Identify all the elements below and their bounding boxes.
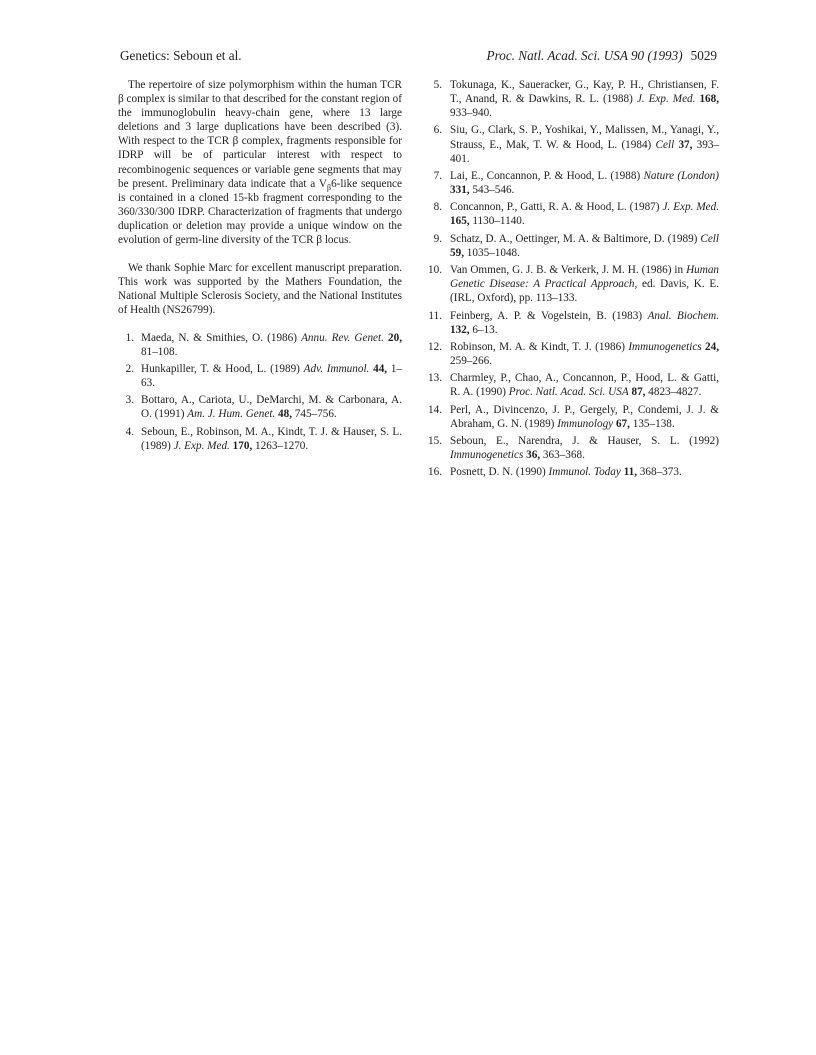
reference-item: 12. Robinson, M. A. & Kindt, T. J. (1986) Immunogenetics 24, 259–266.: [428, 340, 720, 367]
reference-item: 3. Bottaro, A., Cariota, U., DeMarchi, M. & Carbonara, A. O. (1991) Am. J. Hum. Genet. 48, 745–756.: [125, 394, 402, 421]
reference-item: 1. Maeda, N. & Smithies, O. (1986) Annu. Rev. Genet. 20, 81–108.: [125, 331, 403, 358]
right-column: [427, 78, 719, 480]
reference-item: 6. Siu, G., Clark, S. P., Yoshikai, Y., Malissen, M., Yanagi, Y., Strauss, E., Mak, T. W. & Hood, L. (1984) Cell 37, 393–401.: [433, 124, 720, 165]
reference-item: 15. Seboun, E., Narendra, J. & Hauser, S. L. (1992) Immunogenetics 36, 363–368.: [428, 435, 719, 462]
reference-item: 13. Charmley, P., Chao, A., Concannon, P., Hood, L. & Gatti, R. A. (1990) Proc. Natl. Acad. Sci. USA 87, 4823–4827.: [428, 372, 719, 399]
reference-item: 10. Van Ommen, G. J. B. & Verkerk, J. M. H. (1986) in Human Genetic Disease: A Practical Approach, ed. Davis, K. E. (IRL, Oxford), pp. 113–133.: [428, 264, 720, 305]
reference-item: 2. Hunkapiller, T. & Hood, L. (1989) Adv. Immunol. 44, 1–63.: [125, 362, 403, 389]
reference-item: 16. Posnett, D. N. (1990) Immunol. Today 11, 368–373.: [428, 466, 682, 479]
reference-item: 9. Schatz, D. A., Oettinger, M. A. & Baltimore, D. (1989) Cell 59, 1035–1048.: [433, 232, 720, 259]
reference-item: 7. Lai, E., Concannon, P. & Hood, L. (1988) Nature (London) 331, 543–546.: [433, 169, 720, 197]
discussion-paragraph: The repertoire of size polymorphism within the human TCR β complex is similar to that described for the constant region of the immunoglobulin heavy-chain gene, where 13 large deletions and 3 large duplications have been described (3). With respect to the TCR β complex, fragments responsible for IDRP will be of particular interest with respect to recombinogenic sequences or variable gene segments that may be present. Preliminary data indicate that a $V_\beta 6$-like sequence is contained in a cloned 15-kb fragment corresponding to the 360/330/300 IDRP. Characterization of fragments that undergo duplication or deletion may provide a unique window on the evolution of germ-line diversity of the TCR β locus.: [118, 79, 402, 247]
running-head-left: Genetics: Seboun et al.: [120, 48, 242, 63]
reference-item: 4. Seboun, E., Robinson, M. A., Kindt, T. J. & Hauser, S. L. (1989) J. Exp. Med. 170, 1263–1270.: [125, 425, 402, 452]
reference-item: 11. Feinberg, A. P. & Vogelstein, B. (1983) Anal. Biochem. 132, 6–13.: [428, 309, 719, 336]
references-list-right: [427, 78, 719, 480]
left-column: [118, 78, 402, 453]
acknowledgment: We thank Sophie Marc for excellent manuscript preparation. This work was supported by the Mathers Foundation, the National Multiple Sclerosis Society, and the National Institutes of Health (NS26799).: [118, 262, 402, 317]
beta-subscript: β: [326, 182, 332, 192]
page-number: 5029: [690, 48, 717, 63]
reference-item: 14. Perl, A., Divincenzo, J. P., Gergely, P., Condemi, J. J. & Abraham, G. N. (1989) Immunology 67, 135–138.: [428, 403, 719, 430]
reference-item: 5. Tokunaga, K., Saueracker, G., Kay, P. H., Christiansen, F. T., Anand, R. & Dawkins, R. L. (1988) J. Exp. Med. 168, 933–940.: [433, 79, 720, 120]
journal-citation: Proc. Natl. Acad. Sci. USA 90 (1993): [486, 48, 683, 63]
references-list-left: [118, 331, 402, 453]
running-head-right: [487, 48, 717, 64]
reference-item: 8. Concannon, P., Gatti, R. A. & Hood, L. (1987) J. Exp. Med. 165, 1130–1140.: [433, 201, 720, 228]
